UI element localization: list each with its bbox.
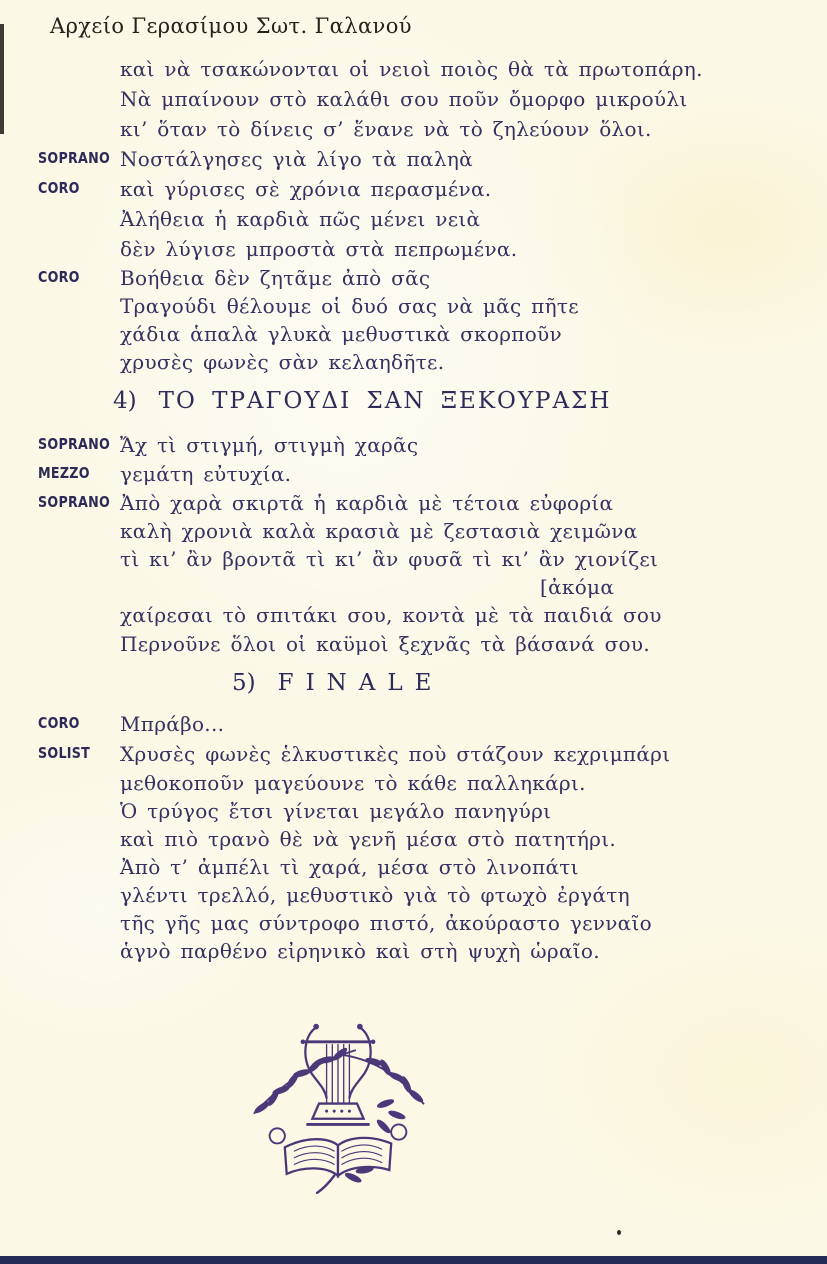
lyric-text: ἁγνὸ παρθένο εἰρηνικὸ καὶ στὴ ψυχὴ ὡραῖο.: [120, 939, 600, 963]
lyric-text: Βοήθεια δὲν ζητᾶμε ἀπὸ σᾶς: [120, 266, 431, 290]
lyric-text: χαίρεσαι τὸ σπιτάκι σου, κοντὰ μὲ τὰ παιδιά σου: [120, 603, 662, 627]
speaker-label: SOLIST: [38, 744, 91, 762]
lyric-line: [120, 799, 551, 823]
lyric-line: [38, 177, 492, 201]
lyric-line: [120, 911, 652, 935]
lyric-text: χρυσὲς φωνὲς σὰν κελαηδῆτε.: [120, 350, 445, 374]
song4-title: ΤΟ ΤΡΑΓΟΥΔΙ ΣΑΝ ΞΕΚΟΥΡΑΣΗ: [158, 388, 612, 414]
lyric-text: τῆς γῆς μας σύντροφο πιστό, ἀκούραστο γενναῖο: [120, 911, 652, 935]
lyric-line: [120, 827, 616, 851]
lyric-text: [ἀκόμα: [540, 575, 615, 599]
lyric-line: [120, 519, 638, 543]
finale-title: FINALE: [277, 670, 444, 696]
lyric-line: [120, 603, 662, 627]
lyric-text: καὶ πιὸ τρανὸ θὲ νὰ γενῆ μέσα στὸ πατητήρι.: [120, 827, 617, 851]
lyric-text: Ἀπὸ τ’ ἀμπέλι τὶ χαρά, μέσα στὸ λινοπάτι: [120, 855, 579, 879]
lyric-line: [120, 939, 600, 963]
lyric-line: [120, 350, 444, 374]
lyric-line: [120, 547, 658, 571]
lyric-text: Ὁ τρύγος ἔτσι γίνεται μεγάλο πανηγύρι: [120, 799, 552, 823]
lyric-text: καὶ γύρισες σὲ χρόνια περασμένα.: [120, 177, 492, 201]
lyric-text: Μπράβο...: [120, 712, 225, 736]
lyric-text: μεθοκοποῦν μαγεύουνε τὸ κάθε παλληκάρι.: [120, 771, 586, 795]
lyric-text: Χρυσὲς φωνὲς ἑλκυστικὲς ποὺ στάζουν κεχριμπάρι: [120, 742, 671, 766]
lyric-text: τὶ κι’ ἂν βροντᾶ τὶ κι’ ἂν φυσᾶ τὶ κι’ ἂν χιονίζει: [120, 547, 659, 571]
lyric-line: [120, 57, 703, 81]
lyric-text: Νὰ μπαίνουν στὸ καλάθι σου ποῦν ὄμορφο μικρούλι: [120, 87, 688, 111]
lyric-text: Ἀπὸ χαρὰ σκιρτᾶ ἡ καρδιὰ μὲ τέτοια εὐφορία: [120, 491, 614, 515]
lyric-line: [120, 294, 579, 318]
lyre-laurel-book-emblem: [243, 1016, 433, 1198]
archive-stamp: Αρχείο Γερασίμου Σωτ. Γαλανού: [50, 14, 412, 38]
finale-number: 5): [232, 670, 256, 696]
lyric-line: [38, 491, 614, 515]
lyric-line: [120, 883, 630, 907]
scan-bottom-edge: [0, 1256, 827, 1264]
finale-heading: [232, 670, 443, 696]
lyric-text: Ἄχ τὶ στιγμή, στιγμὴ χαρᾶς: [120, 433, 419, 457]
speaker-label: MEZZO: [38, 464, 90, 482]
lyric-line: [38, 147, 473, 171]
lyric-text: καλὴ χρονιὰ καλὰ κρασιὰ μὲ ζεστασιὰ χειμῶνα: [120, 519, 638, 543]
lyric-line: [120, 855, 579, 879]
speaker-label: CORO: [38, 179, 80, 197]
lyric-line: [38, 433, 419, 457]
lyric-text: γλέντι τρελλό, μεθυστικὸ γιὰ τὸ φτωχὸ ἐργάτη: [120, 883, 630, 907]
speaker-label: CORO: [38, 714, 80, 732]
lyric-text: Τραγούδι θέλουμε οἱ δυό σας νὰ μᾶς πῆτε: [120, 294, 579, 318]
lyric-text: γεμάτη εὐτυχία.: [120, 462, 292, 486]
lyric-line: [120, 322, 562, 346]
speaker-label: SOPRANO: [38, 493, 111, 511]
lyric-text: δὲν λύγισε μπροστὰ στὰ πεπρωμένα.: [120, 237, 518, 261]
lyric-line: [38, 266, 431, 290]
speaker-label: SOPRANO: [38, 149, 111, 167]
lyric-line: [38, 742, 671, 766]
speaker-label: SOPRANO: [38, 435, 111, 453]
lyric-line: [120, 237, 517, 261]
lyric-line: [120, 87, 688, 111]
lyric-text: Νοστάλγησες γιὰ λίγο τὰ παληὰ: [120, 147, 473, 171]
lyric-line: [38, 712, 225, 736]
lyric-line: [38, 462, 292, 486]
speaker-label: CORO: [38, 268, 80, 286]
lyric-text: κι’ ὅταν τὸ δίνεις σ’ ἕνανε νὰ τὸ ζηλεύουν ὅλοι.: [120, 117, 652, 141]
lyric-text: χάδια ἁπαλὰ γλυκὰ μεθυστικὰ σκορποῦν: [120, 322, 562, 346]
lyric-line: [120, 771, 586, 795]
lyric-line: [120, 207, 480, 231]
lyric-text: Περνοῦνε ὅλοι οἱ καϋμοὶ ξεχνᾶς τὰ βάσανά σου.: [120, 632, 650, 656]
lyric-text: καὶ νὰ τσακώνονται οἱ νειοὶ ποιὸς θὰ τὰ πρωτοπάρη.: [120, 57, 703, 81]
lyric-line: [120, 117, 652, 141]
lyric-line-continuation: [540, 575, 614, 599]
lyric-text: Ἀλήθεια ἡ καρδιὰ πῶς μένει νειὰ: [120, 207, 481, 231]
song4-heading: [113, 388, 611, 414]
scan-edge-artifact: [0, 24, 4, 134]
song4-number: 4): [113, 388, 137, 414]
paper-speck: [617, 1230, 621, 1235]
lyric-line: [120, 632, 650, 656]
